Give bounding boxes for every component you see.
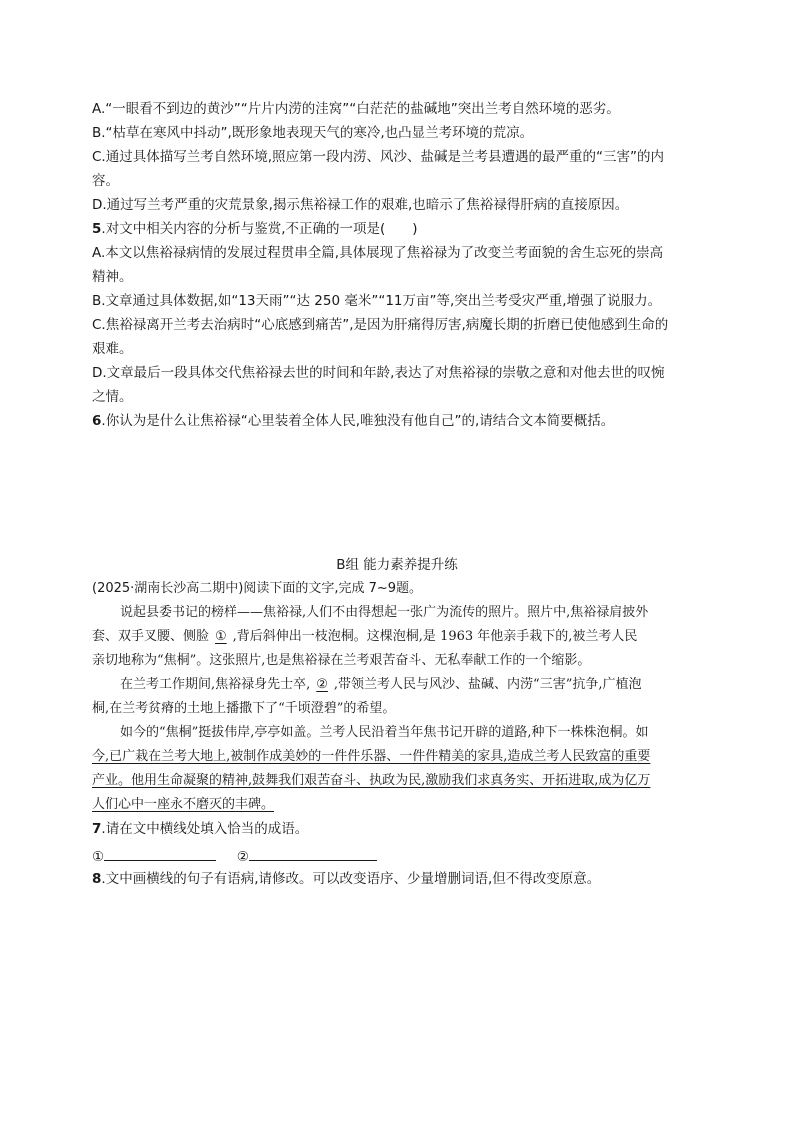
q6-stem-text: .你认为是什么让焦裕禄“心里装着全体人民,唯独没有他自己”的,请结合文本简要概括。 <box>101 413 615 429</box>
q5-option-d-line2: 之情。 <box>92 389 133 405</box>
passage-p1-line2 <box>92 628 704 646</box>
underlined-sentence-part2: 产业。他用生命凝聚的精神,鼓舞我们艰苦奋斗、执政为民,激励我们求真务实、开拓进取,成为亿万 <box>92 773 651 788</box>
underlined-sentence-part1: 今,已广栽在兰考大地上,被制作成美妙的一件件乐器、一件件精美的家具,造成兰考人民致富的重要 <box>92 749 651 764</box>
q7-answer-line-1[interactable] <box>104 846 216 861</box>
q7-stem <box>92 820 712 838</box>
q7-answer-row <box>92 846 377 866</box>
section-b-source: (2025·湖南长沙高二期中)阅读下面的文字,完成 7~9题。 <box>92 581 423 596</box>
q6-stem <box>92 412 712 430</box>
blank-2: ② <box>316 677 328 692</box>
q8-number: 8 <box>92 871 102 887</box>
q7-number: 7 <box>92 821 102 837</box>
q5-option-d-line1: D.文章最后一段具体交代焦裕禄去世的时间和年龄,表达了对焦裕禄的崇敬之意和对他去世的叹惋 <box>92 365 665 381</box>
q8-stem-text: .文中画横线的句子有语病,请修改。可以改变语序、少量增删词语,但不得改变原意。 <box>101 871 601 887</box>
q4-option-b: B.“枯草在寒风中抖动”,既形象地表现天气的寒冷,也凸显兰考环境的荒凉。 <box>92 125 534 141</box>
q7-mark-1: ① <box>92 849 105 865</box>
q4-option-a: A.“一眼看不到边的黄沙”“片片内涝的洼窝”“白茫茫的盐碱地”突出兰考自然环境的恶劣。 <box>92 101 620 117</box>
q7-mark-2: ② <box>236 849 249 865</box>
passage-p1-line2-post: ,背后斜伸出一枝泡桐。这棵泡桐,是 1963 年他亲手栽下的,被兰考人民 <box>232 629 638 644</box>
passage-p2-line2: 桐,在兰考贫瘠的土地上播撒下了“千顷澄碧”的希望。 <box>92 701 396 716</box>
q5-number: 5 <box>92 221 102 237</box>
blank-1: ① <box>215 629 227 644</box>
q5-stem <box>92 220 712 238</box>
q4-option-d: D.通过写兰考严重的灾荒景象,揭示焦裕禄工作的艰难,也暗示了焦裕禄得肝病的直接原因。 <box>92 197 629 213</box>
section-b-heading: B组 能力素养提升练 <box>336 557 458 573</box>
q4-option-c-line1: C.通过具体描写兰考自然环境,照应第一段内涝、风沙、盐碱是兰考县遭遇的最严重的“三害”的内 <box>92 149 664 165</box>
q5-option-a-line1: A.本文以焦裕禄病情的发展过程贯串全篇,具体展现了焦裕禄为了改变兰考面貌的舍生忘死的崇高 <box>92 245 664 261</box>
passage-p3-line4 <box>92 796 704 814</box>
passage-p3-line2 <box>92 748 704 766</box>
passage-p1-line1: 说起县委书记的榜样——焦裕禄,人们不由得想起一张广为流传的照片。照片中,焦裕禄肩披外 <box>120 605 649 620</box>
q7-stem-text: .请在文中横线处填入恰当的成语。 <box>101 821 309 837</box>
passage-p2-line1-pre: 在兰考工作期间,焦裕禄身先士卒, <box>120 677 311 692</box>
passage-p1-line3: 亲切地称为“焦桐”。这张照片,也是焦裕禄在兰考艰苦奋斗、无私奉献工作的一个缩影。 <box>92 653 591 668</box>
passage-p3-line1: 如今的“焦桐”挺拔伟岸,亭亭如盖。兰考人民沿着当年焦书记开辟的道路,种下一株株泡桐。如 <box>120 725 649 740</box>
underlined-sentence-part3: 人们心中一座永不磨灭的丰碑。 <box>92 797 275 812</box>
q5-stem-text: .对文中相关内容的分析与鉴赏,不正确的一项是( ) <box>101 221 418 237</box>
passage-p3-line3 <box>92 772 704 790</box>
q4-option-c-line2: 容。 <box>92 173 119 189</box>
passage-p1-line2-pre: 套、双手叉腰、侧脸 <box>92 629 210 644</box>
q8-stem <box>92 870 712 888</box>
q7-answer-line-2[interactable] <box>249 846 377 861</box>
q5-option-c-line2: 艰难。 <box>92 341 133 357</box>
q5-option-b: B.文章通过具体数据,如“13天雨”“达 250 毫米”“11万亩”等,突出兰考受灾严重,增强了说服力。 <box>92 293 662 309</box>
q5-option-a-line2: 精神。 <box>92 269 133 285</box>
passage-p2-line1-post: ,带领兰考人民与风沙、盐碱、内涝“三害”抗争,广植泡 <box>333 677 642 692</box>
q5-option-c-line1: C.焦裕禄离开兰考去治病时“心底感到痛苦”,是因为肝痛得厉害,病魔长期的折磨已使他感到生命的 <box>92 317 669 333</box>
q6-number: 6 <box>92 413 102 429</box>
passage-p2-line1 <box>120 676 704 694</box>
